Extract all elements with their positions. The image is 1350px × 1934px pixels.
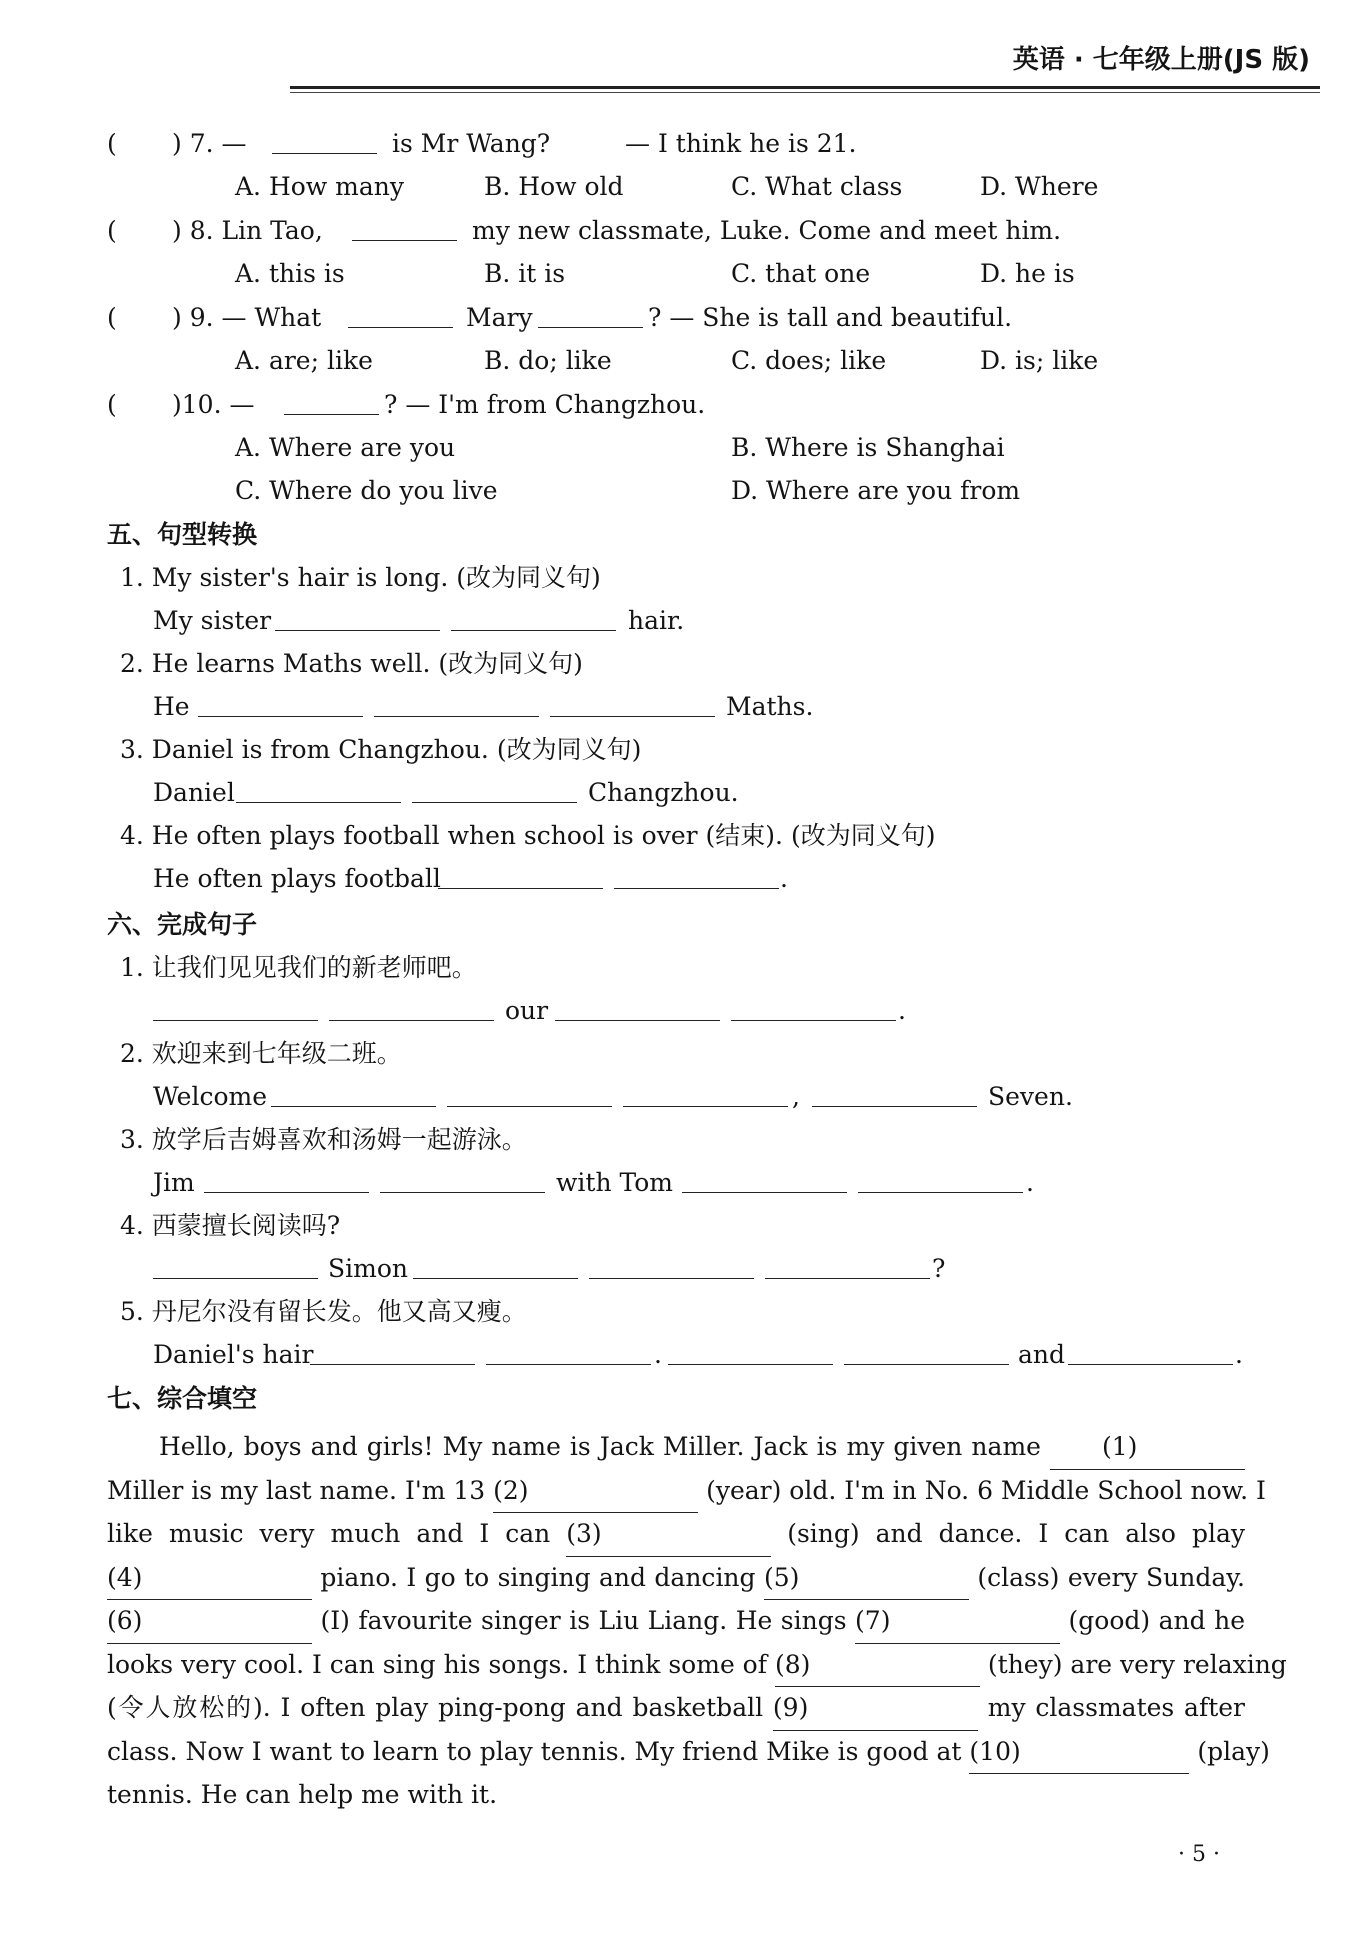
answer-suffix: ? bbox=[932, 1254, 946, 1283]
complete-question: 1. 让我们见见我们的新老师吧。 bbox=[120, 953, 477, 982]
cloze-blank[interactable]: (8) bbox=[775, 1643, 980, 1688]
answer-blank[interactable] bbox=[765, 1252, 930, 1279]
option-a[interactable]: A. How many bbox=[235, 172, 404, 201]
answer-word: with Tom bbox=[556, 1168, 673, 1197]
cloze-blank[interactable]: (7) bbox=[855, 1599, 1060, 1644]
option-d[interactable]: D. is; like bbox=[980, 346, 1099, 375]
question-10-stem: ? — I'm from Changzhou. bbox=[384, 390, 706, 419]
header-rule-thin bbox=[290, 92, 1320, 93]
passage-text: Hello, boys and girls! My name is Jack Miller. Jack is my given name bbox=[159, 1432, 1041, 1461]
answer-comma: , bbox=[792, 1082, 800, 1111]
question-9-number: ) 9. — What bbox=[172, 303, 322, 332]
answer-suffix: Changzhou. bbox=[588, 778, 739, 807]
answer-suffix: . bbox=[780, 864, 788, 893]
passage-text: looks very cool. I can sing his songs. I think some of bbox=[107, 1649, 767, 1679]
answer-blank[interactable] bbox=[447, 1080, 612, 1107]
page-number: · 5 · bbox=[1178, 1842, 1220, 1867]
answer-blank[interactable] bbox=[550, 690, 715, 717]
answer-blank[interactable] bbox=[623, 1080, 788, 1107]
answer-word: our bbox=[505, 996, 549, 1025]
complete-question: 3. 放学后吉姆喜欢和汤姆一起游泳。 bbox=[120, 1125, 527, 1154]
complete-question: 5. 丹尼尔没有留长发。他又高又瘦。 bbox=[120, 1297, 527, 1326]
option-d[interactable]: D. he is bbox=[980, 259, 1075, 288]
answer-suffix: . bbox=[898, 996, 906, 1025]
answer-blank[interactable] bbox=[614, 862, 779, 889]
question-10-number: )10. — bbox=[172, 390, 255, 419]
cloze-blank[interactable]: (1) bbox=[1050, 1425, 1245, 1470]
answer-blank[interactable] bbox=[413, 1252, 578, 1279]
answer-blank[interactable] bbox=[668, 1338, 833, 1365]
answer-blank[interactable] bbox=[858, 1166, 1023, 1193]
answer-period: . bbox=[654, 1340, 662, 1369]
cloze-blank[interactable]: (9) bbox=[773, 1686, 978, 1731]
answer-blank[interactable] bbox=[589, 1252, 754, 1279]
question-7-stem: is Mr Wang? bbox=[392, 129, 551, 158]
option-d[interactable]: D. Where bbox=[980, 172, 1099, 201]
answer-blank[interactable] bbox=[451, 604, 616, 631]
answer-suffix: Seven. bbox=[988, 1082, 1073, 1111]
passage-text: like music very much and I can bbox=[107, 1519, 551, 1548]
complete-question: 2. 欢迎来到七年级二班。 bbox=[120, 1039, 402, 1068]
option-c[interactable]: C. that one bbox=[731, 259, 871, 288]
transform-question: 1. My sister's hair is long. (改为同义句) bbox=[120, 563, 601, 592]
option-b[interactable]: B. How old bbox=[484, 172, 624, 201]
section-6-title: 六、完成句子 bbox=[107, 910, 258, 939]
cloze-passage bbox=[107, 1425, 1287, 1817]
cloze-blank[interactable]: (3) bbox=[566, 1512, 771, 1557]
answer-blank[interactable] bbox=[555, 994, 720, 1021]
passage-line bbox=[107, 1425, 1245, 1469]
option-b[interactable]: B. it is bbox=[484, 259, 566, 288]
option-c[interactable]: C. Where do you live bbox=[235, 476, 498, 505]
passage-text: (play) bbox=[1197, 1736, 1270, 1766]
answer-blank[interactable] bbox=[438, 862, 603, 889]
answer-blank[interactable] bbox=[153, 994, 318, 1021]
section-5-title: 五、句型转换 bbox=[107, 520, 258, 549]
cloze-blank[interactable]: (5) bbox=[764, 1556, 969, 1601]
option-b[interactable]: B. Where is Shanghai bbox=[731, 433, 1005, 462]
answer-paren: ( bbox=[107, 390, 117, 419]
answer-blank[interactable] bbox=[275, 604, 440, 631]
answer-word: Jim bbox=[153, 1168, 195, 1197]
answer-blank[interactable] bbox=[731, 994, 896, 1021]
transform-question: 2. He learns Maths well. (改为同义句) bbox=[120, 649, 583, 678]
passage-text: (I) favourite singer is Liu Liang. He sings bbox=[320, 1606, 847, 1635]
answer-blank[interactable] bbox=[682, 1166, 847, 1193]
passage-text: (sing) and dance. I can also play bbox=[787, 1519, 1245, 1548]
answer-blank[interactable] bbox=[198, 690, 363, 717]
answer-prefix: Daniel bbox=[153, 778, 235, 807]
transform-question: 4. He often plays football when school is over (结束). (改为同义句) bbox=[120, 821, 936, 850]
answer-suffix: hair. bbox=[628, 606, 685, 635]
answer-blank[interactable] bbox=[412, 776, 577, 803]
section-7-title: 七、综合填空 bbox=[107, 1384, 258, 1413]
option-a[interactable]: A. are; like bbox=[235, 346, 373, 375]
answer-blank[interactable] bbox=[352, 214, 457, 241]
transform-question: 3. Daniel is from Changzhou. (改为同义句) bbox=[120, 735, 642, 764]
question-9-reply: ? — She is tall and beautiful. bbox=[648, 303, 1013, 332]
question-7-reply: — I think he is 21. bbox=[625, 129, 857, 158]
book-title: 英语 · 七年级上册(JS 版) bbox=[1012, 45, 1310, 75]
passage-line bbox=[107, 1773, 1245, 1817]
passage-text: (class) every Sunday. bbox=[977, 1562, 1245, 1592]
passage-text: my classmates after bbox=[987, 1693, 1246, 1722]
answer-word: Daniel's hair bbox=[153, 1340, 314, 1369]
passage-text: (year) old. I'm in No. 6 Middle School now. I bbox=[706, 1475, 1266, 1505]
passage-line bbox=[107, 1730, 1270, 1774]
option-c[interactable]: C. What class bbox=[731, 172, 903, 201]
passage-line bbox=[107, 1512, 1245, 1556]
passage-text: tennis. He can help me with it. bbox=[107, 1780, 498, 1809]
answer-blank[interactable] bbox=[348, 301, 453, 328]
passage-text: (they) are very relaxing bbox=[987, 1649, 1287, 1679]
answer-blank[interactable] bbox=[271, 1080, 436, 1107]
answer-blank[interactable] bbox=[272, 127, 377, 154]
question-8-stem: my new classmate, Luke. Come and meet him. bbox=[472, 216, 1062, 245]
passage-text: Miller is my last name. I'm 13 bbox=[107, 1475, 486, 1505]
passage-text: (good) and he bbox=[1068, 1606, 1245, 1635]
answer-prefix: He bbox=[153, 692, 190, 721]
answer-blank[interactable] bbox=[486, 1338, 651, 1365]
option-a[interactable]: A. Where are you bbox=[235, 433, 456, 462]
passage-line bbox=[107, 1556, 1245, 1600]
option-b[interactable]: B. do; like bbox=[484, 346, 612, 375]
passage-text: class. Now I want to learn to play tennis. My friend Mike is good at bbox=[107, 1736, 962, 1766]
question-9-stem: Mary bbox=[466, 303, 533, 332]
option-a[interactable]: A. this is bbox=[235, 259, 345, 288]
answer-paren: ( bbox=[107, 216, 117, 245]
question-8-number: ) 8. Lin Tao, bbox=[172, 216, 323, 245]
answer-blank[interactable] bbox=[844, 1338, 1009, 1365]
answer-blank[interactable] bbox=[204, 1166, 369, 1193]
answer-blank[interactable] bbox=[284, 388, 379, 415]
answer-prefix: My sister bbox=[153, 606, 272, 635]
answer-blank[interactable] bbox=[812, 1080, 977, 1107]
passage-text: (令人放松的). I often play ping-pong and basketball bbox=[107, 1693, 764, 1722]
answer-word: and bbox=[1018, 1340, 1066, 1369]
answer-blank[interactable] bbox=[329, 994, 494, 1021]
answer-paren: ( bbox=[107, 303, 117, 332]
passage-line bbox=[107, 1599, 1245, 1643]
header-rule bbox=[290, 86, 1320, 89]
passage-line bbox=[107, 1469, 1266, 1513]
answer-suffix: . bbox=[1026, 1168, 1034, 1197]
cloze-blank[interactable]: (10) bbox=[969, 1730, 1189, 1775]
complete-question: 4. 西蒙擅长阅读吗? bbox=[120, 1211, 341, 1240]
cloze-blank[interactable]: (2) bbox=[493, 1469, 698, 1514]
answer-blank[interactable] bbox=[236, 776, 401, 803]
option-c[interactable]: C. does; like bbox=[731, 346, 887, 375]
answer-suffix: . bbox=[1235, 1340, 1243, 1369]
answer-paren: ( bbox=[107, 129, 117, 158]
answer-blank[interactable] bbox=[374, 690, 539, 717]
cloze-blank[interactable]: (6) bbox=[107, 1599, 312, 1644]
passage-text: piano. I go to singing and dancing bbox=[320, 1562, 756, 1592]
answer-prefix: He often plays football bbox=[153, 864, 441, 893]
answer-suffix: Maths. bbox=[726, 692, 814, 721]
answer-word: Simon bbox=[328, 1254, 408, 1283]
question-7-number: ) 7. — bbox=[172, 129, 247, 158]
answer-blank[interactable] bbox=[1068, 1338, 1233, 1365]
option-d[interactable]: D. Where are you from bbox=[731, 476, 1021, 505]
answer-blank[interactable] bbox=[153, 1252, 318, 1279]
passage-line bbox=[107, 1686, 1245, 1730]
answer-blank[interactable] bbox=[310, 1338, 475, 1365]
passage-line bbox=[107, 1643, 1287, 1687]
cloze-blank[interactable]: (4) bbox=[107, 1556, 312, 1601]
answer-blank[interactable] bbox=[538, 301, 643, 328]
answer-word: Welcome bbox=[153, 1082, 268, 1111]
answer-blank[interactable] bbox=[380, 1166, 545, 1193]
